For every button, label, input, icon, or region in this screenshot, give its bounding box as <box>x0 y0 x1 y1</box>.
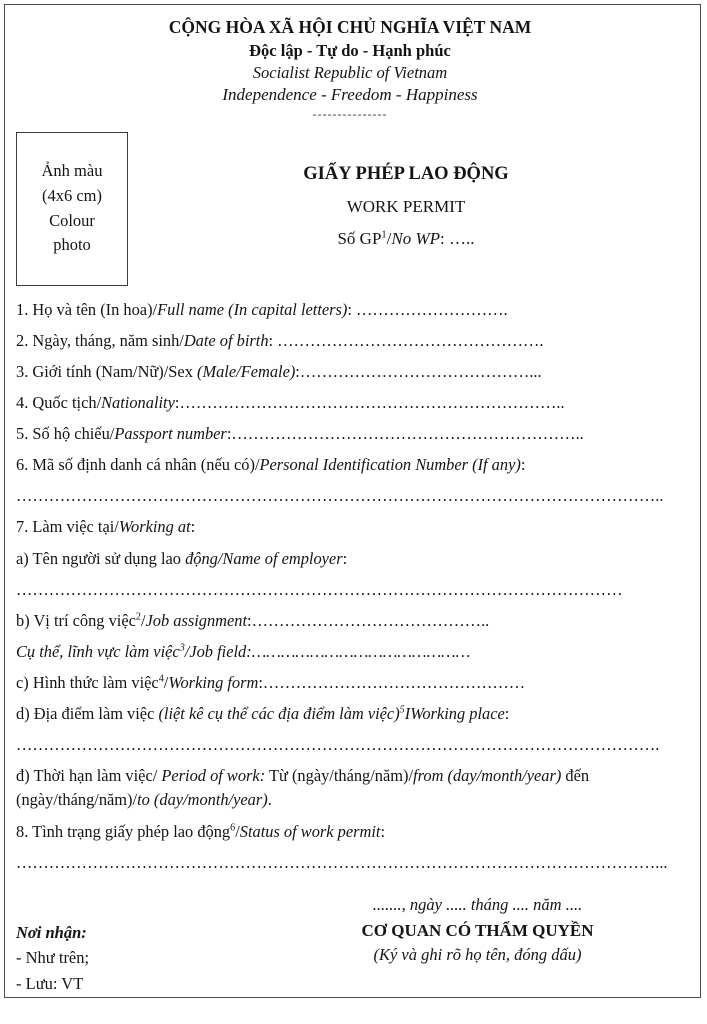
line-7d-working-place <box>16 702 684 726</box>
text-segment: 1 <box>381 229 387 241</box>
text-segment: :……………………………………………………….. <box>226 424 584 444</box>
document-title-block <box>128 132 684 286</box>
title-row <box>16 132 684 286</box>
text-segment: 7. Làm việc tại/ <box>16 517 119 537</box>
photo-box-line: Colour <box>49 210 95 230</box>
text-segment: . <box>267 790 272 810</box>
footer <box>16 893 684 997</box>
text-segment: Job assignment <box>145 610 248 630</box>
text-segment: Nationality <box>101 393 175 413</box>
line-7b-job-field <box>16 640 684 664</box>
text-segment: 5. Số hộ chiếu/ <box>16 424 115 444</box>
line-7b-job-assignment <box>16 609 684 633</box>
text-segment: Cụ thể, lĩnh vực làm việc <box>16 641 180 661</box>
permit-number-line <box>128 229 684 249</box>
text-segment: Working form <box>168 673 259 692</box>
text-segment: động/Name of employer <box>185 548 343 568</box>
line-4-nationality <box>16 391 684 415</box>
national-header <box>16 16 684 123</box>
text-segment: Personal Identification Number (If any) <box>259 455 521 475</box>
line-2-date-of-birth <box>16 329 684 353</box>
text-segment: 3. Giới tính (Nam/Nữ)/Sex <box>16 361 197 381</box>
text-segment: 8. Tình trạng giấy phép lao động <box>16 821 231 841</box>
text-segment: (Male/Female) <box>197 361 296 381</box>
text-segment: :…………………………………….. <box>247 610 490 630</box>
text-segment: : <box>520 455 526 475</box>
text-segment: Full name (In capital letters) <box>157 299 348 319</box>
recipient-item: - Như trên; <box>16 948 90 968</box>
text-segment: No WP <box>391 228 441 248</box>
text-segment: 6. Mã số định danh cá nhân (nếu có)/ <box>16 455 260 475</box>
signature-block <box>271 893 684 997</box>
text-segment: Status of work permit <box>239 821 381 841</box>
text-segment: 4 <box>158 673 164 685</box>
text-segment: Passport number <box>114 424 227 444</box>
signing-authority: CƠ QUAN CÓ THẨM QUYỀN <box>361 920 594 940</box>
text-segment: ………………………………………………………………………………………………… <box>16 579 623 599</box>
line-7-working-at <box>16 515 684 539</box>
text-segment: to (day/month/year) <box>137 790 268 810</box>
line-6-dots <box>16 484 684 508</box>
text-segment: : ………………………. <box>347 299 508 319</box>
national-title: CỘNG HÒA XÃ HỘI CHỦ NGHĨA VIỆT NAM <box>168 17 532 37</box>
line-7a-employer <box>16 547 684 571</box>
text-segment: 2. Ngày, tháng, năm sinh/ <box>16 330 184 350</box>
line-8-status <box>16 820 684 844</box>
text-segment: IWorking place <box>404 704 505 724</box>
recipients-label: Nơi nhận: <box>16 922 87 942</box>
text-segment: b) Vị trí công việc <box>16 610 136 630</box>
text-segment: :…………………………………………………………….. <box>174 393 565 413</box>
national-title-english: Socialist Republic of Vietnam <box>252 62 448 82</box>
text-segment: / <box>163 673 169 692</box>
text-segment: 2 <box>135 611 141 623</box>
text-segment: ………………………………………………………………………………………………………... <box>16 852 668 872</box>
text-segment: ………………………………………………………………………………………………………. <box>16 735 660 755</box>
signature-note: (Ký và ghi rõ họ tên, đóng dấu) <box>373 945 582 965</box>
text-segment: : ….. <box>440 228 475 248</box>
text-segment: a) Tên người sử dụng lao <box>16 548 186 568</box>
text-segment: 6 <box>230 822 236 834</box>
text-segment: ……………………………………………………………………………………………………….. <box>16 486 664 506</box>
photo-box-line: photo <box>53 235 91 255</box>
national-motto-english: Independence - Freedom - Happiness <box>222 85 478 105</box>
text-segment: :………………………………………… <box>258 673 526 692</box>
text-segment: / <box>235 821 240 841</box>
line-7c-working-form <box>16 671 684 695</box>
line-7dd-period-of-work <box>16 764 684 812</box>
text-segment: Working at <box>118 517 191 537</box>
text-segment: (liệt kê cụ thể các địa điểm làm việc) <box>158 704 400 724</box>
text-segment: 4. Quốc tịch/ <box>16 393 102 413</box>
text-segment: d) Địa điểm làm việc <box>16 704 159 724</box>
text-segment: đ) Thời hạn làm việc/ <box>16 766 162 786</box>
page-border-frame <box>4 4 701 998</box>
text-segment: :……………………………………... <box>295 361 542 381</box>
text-segment: : <box>190 517 196 537</box>
text-segment: : <box>380 821 386 841</box>
text-segment: : <box>504 704 510 724</box>
recipients-block <box>16 893 271 997</box>
text-segment: Từ (ngày/tháng/năm)/ <box>265 766 414 786</box>
photo-box-line: Ảnh màu <box>41 161 103 181</box>
line-8-dots <box>16 851 684 875</box>
photo-box <box>16 132 128 286</box>
text-segment: 5 <box>399 704 405 716</box>
header-separator: --------------- <box>312 107 388 122</box>
text-segment: 3 <box>179 642 185 654</box>
text-segment: : <box>342 548 348 568</box>
line-5-passport-number <box>16 422 684 446</box>
text-segment: from (day/month/year) <box>413 766 562 786</box>
form-body <box>16 298 684 875</box>
document-title-english: WORK PERMIT <box>346 196 466 216</box>
text-segment: đến (ngày/tháng/năm)/ <box>16 766 590 810</box>
text-segment: 1. Họ và tên (In hoa)/ <box>16 299 158 319</box>
text-segment: : …………………………………………. <box>268 330 544 350</box>
line-6-personal-id <box>16 453 684 477</box>
signature-date-line: ......., ngày ..... tháng .... năm .... <box>372 894 583 914</box>
national-motto: Độc lập - Tự do - Hạnh phúc <box>249 40 451 60</box>
line-7a-dots <box>16 578 684 602</box>
text-segment: / <box>386 228 392 248</box>
line-1-full-name <box>16 298 684 322</box>
line-7d-dots <box>16 733 684 757</box>
text-segment: /Job field <box>184 641 247 661</box>
document-title: GIẤY PHÉP LAO ĐỘNG <box>303 163 509 184</box>
line-3-sex <box>16 360 684 384</box>
text-segment: Số GP <box>337 228 382 248</box>
text-segment: / <box>140 610 146 630</box>
text-segment: Period of work: <box>161 766 266 786</box>
photo-box-line: (4x6 cm) <box>41 185 103 205</box>
text-segment: Date of birth <box>183 330 269 350</box>
text-segment: :……………………………………… <box>246 641 471 661</box>
recipient-item: - Lưu: VT <box>16 973 84 993</box>
text-segment: c) Hình thức làm việc <box>16 673 159 692</box>
